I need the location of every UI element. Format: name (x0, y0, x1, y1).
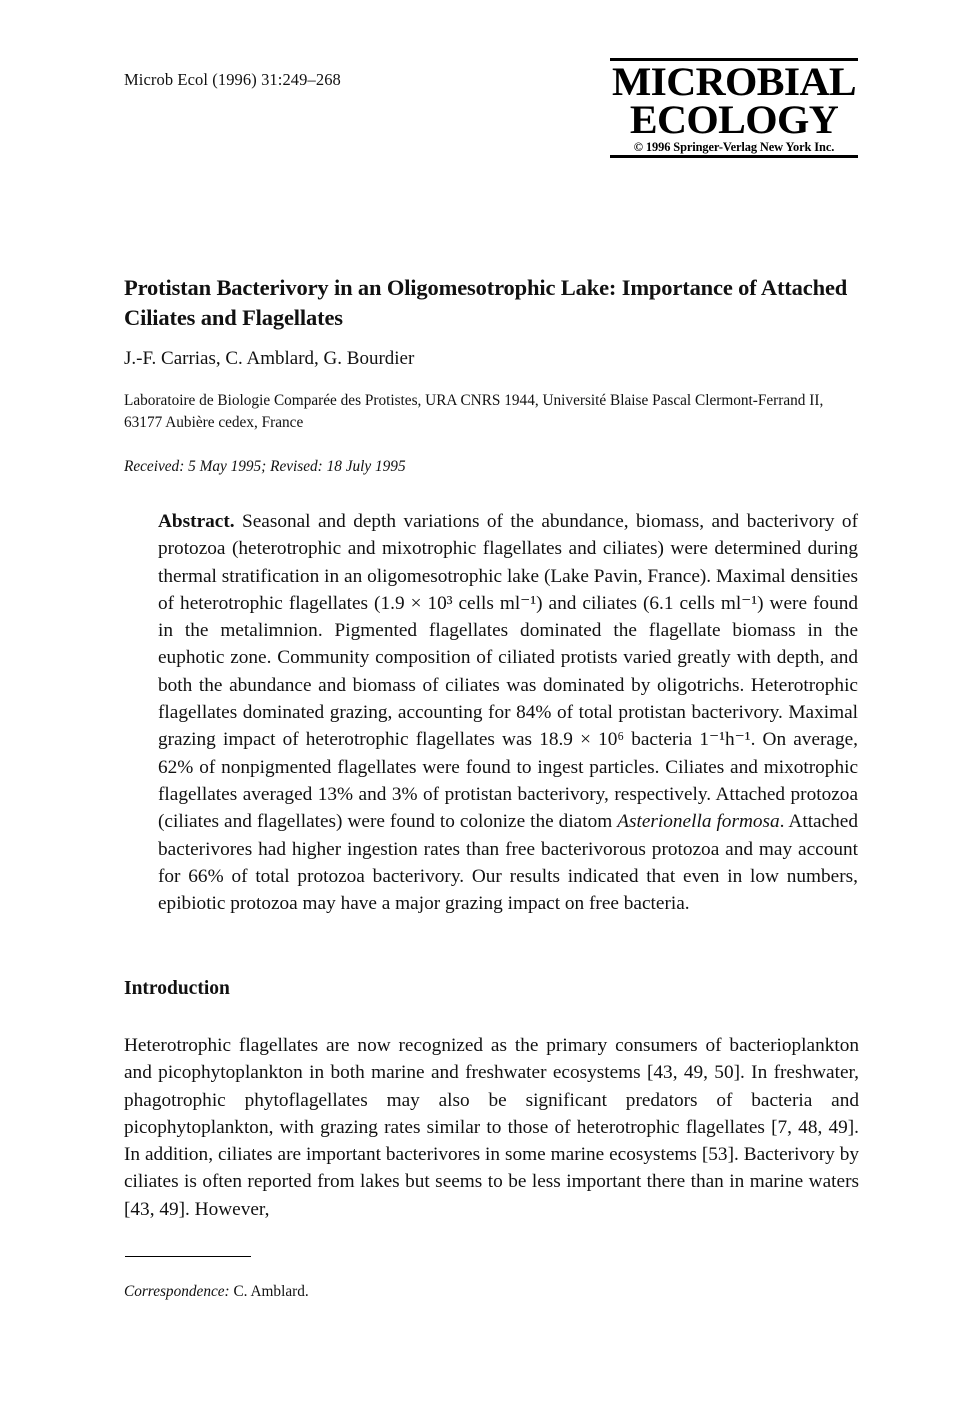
received-dates: Received: 5 May 1995; Revised: 18 July 1995 (124, 458, 406, 475)
journal-citation: Microb Ecol (1996) 31:249–268 (124, 70, 341, 89)
author-list: J.-F. Carrias, C. Amblard, G. Bourdier (124, 348, 415, 369)
abstract-label: Abstract. (158, 511, 235, 532)
page-title: Protistan Bacterivory in an Oligomesotrophic Lake: Importance of Attached Ciliates and Flagellates (124, 275, 848, 330)
species-name: Asterionella formosa (617, 811, 780, 833)
introduction-paragraph: Heterotrophic flagellates are now recognized as the primary consumers of bacterioplankton and picophytoplankton in both marine and freshwater ecosystems [43, 49, 50]. In freshwater, phagotrophic phytoflagellates may also be significant predators of bacteria and picophytoplankton, with grazing rates similar to those of heterotrophic flagellates [7, 48, 49]. In addition, ciliates are important bacterivores in some marine ecosystems [53]. Bacterivory by ciliates is often reported from lakes but seems to be less important there than in marine waters [43, 49]. However, (124, 1035, 859, 1220)
abstract-text: Seasonal and depth variations of the abundance, biomass, and bacterivory of protozoa (heterotrophic and mixotrophic flagellates and ciliates) were determined during thermal stratification in an oligomesotrophic lake (Lake Pavin, France). Maximal densities of heterotrophic flagellates (1.9 × 10³ cells ml⁻¹) and ciliates (6.1 cells ml⁻¹) were found in the metalimnion. Pigmented flagellates dominated the flagellate biomass in the euphotic zone. Community composition of ciliated protists varied greatly with depth, and both the abundance and biomass of ciliates was dominated by oligotrichs. Heterotrophic flagellates dominated grazing, accounting for 84% of total protistan bacterivory. Maximal grazing impact of heterotrophic flagellates was 18.9 × 10⁶ bacteria 1⁻¹h⁻¹. On average, 62% of nonpigmented flagellates were found to ingest particles. Ciliates and mixotrophic flagellates averaged 13% and 3% of protistan bacterivory, respectively. Attached protozoa (ciliates and flagellates) were found to colonize the diatom Asterionella formosa. Attached bacterivores had higher ingestion rates than free bacterivorous protozoa and may account for 66% of total protozoa bacterivory. Our results indicated that even in low numbers, epibiotic protozoa may have a major grazing impact on free bacteria. (158, 511, 859, 915)
journal-logo (610, 58, 858, 158)
logo-title-line2: ECOLOGY (629, 97, 839, 142)
section-heading-introduction: Introduction (124, 978, 230, 1000)
correspondence-value: C. Amblard. (233, 1283, 309, 1300)
logo-copyright: © 1996 Springer-Verlag New York Inc. (633, 140, 835, 154)
footnote-divider (125, 1256, 251, 1257)
affiliation: Laboratoire de Biologie Comparée des Protistes, URA CNRS 1944, Université Blaise Pascal Clermont-Ferrand II, 63177 Aubière cedex, France (124, 392, 824, 431)
logo-title-line1: MICROBIAL (611, 59, 857, 104)
abstract-block (158, 508, 858, 917)
correspondence-label: Correspondence: (124, 1283, 230, 1300)
page-header (124, 58, 860, 183)
correspondence-note (124, 1283, 309, 1301)
